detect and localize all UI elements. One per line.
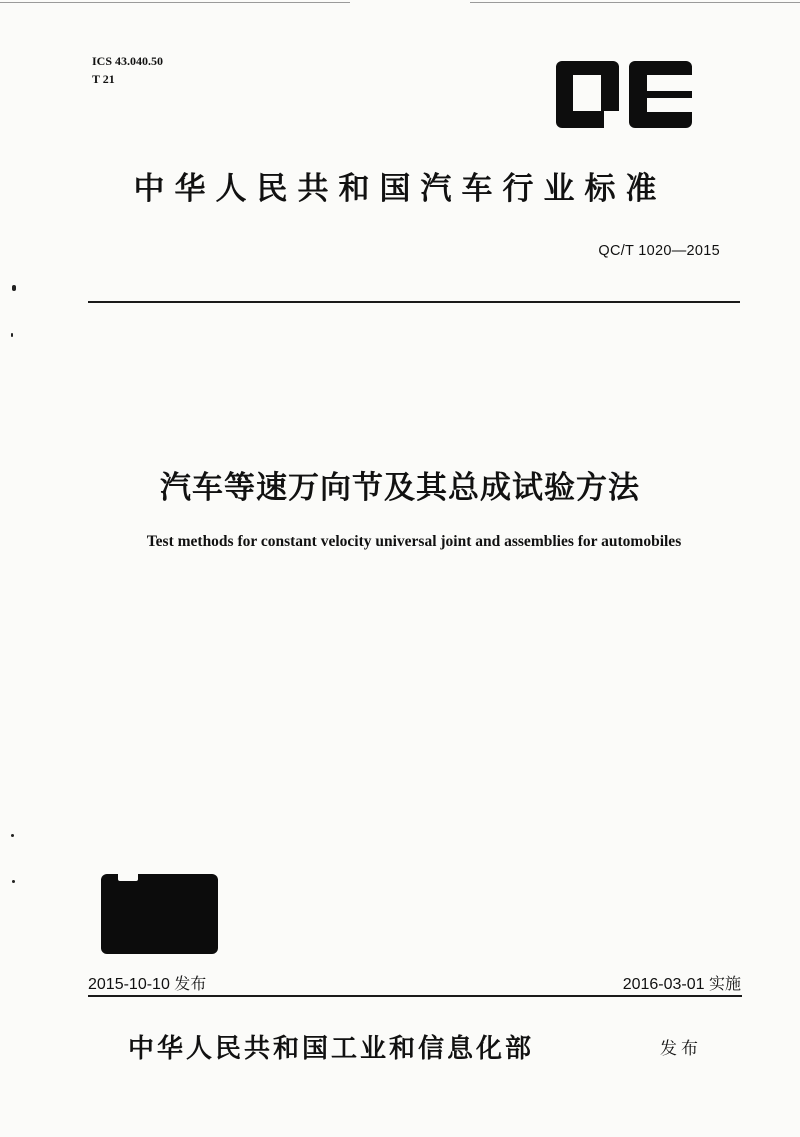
document-title-en: Test methods for constant velocity universal joint and assemblies for automobiles xyxy=(146,533,682,550)
redacted-stamp-block xyxy=(101,874,218,954)
scan-edge-line-right xyxy=(470,2,800,3)
ccs-code: T 21 xyxy=(92,72,115,86)
standard-type-title: 中华人民共和国汽车行业标准 xyxy=(133,171,667,207)
scan-edge-line-left xyxy=(0,2,350,3)
ics-code: ICS 43.040.50 xyxy=(92,54,164,68)
scan-speck xyxy=(12,880,15,883)
classification-codes xyxy=(92,52,163,88)
divider-top xyxy=(88,301,740,303)
issue-date: 2015-10-10 发布 xyxy=(88,976,207,993)
standard-code: QC/T 1020—2015 xyxy=(598,243,720,259)
implementation-date: 2016-03-01 实施 xyxy=(622,976,741,993)
stamp-notch xyxy=(118,872,138,881)
scan-speck xyxy=(11,333,13,337)
scan-speck xyxy=(11,834,14,837)
divider-bottom xyxy=(88,995,742,997)
issuing-authority: 中华人民共和国工业和信息化部 xyxy=(128,1034,535,1064)
issuing-authority-suffix: 发布 xyxy=(660,1039,702,1059)
qc-logo xyxy=(556,61,692,128)
scan-speck xyxy=(12,285,16,291)
logo-text: QC xyxy=(556,61,558,62)
document-title-cn: 汽车等速万向节及其总成试验方法 xyxy=(160,470,640,506)
